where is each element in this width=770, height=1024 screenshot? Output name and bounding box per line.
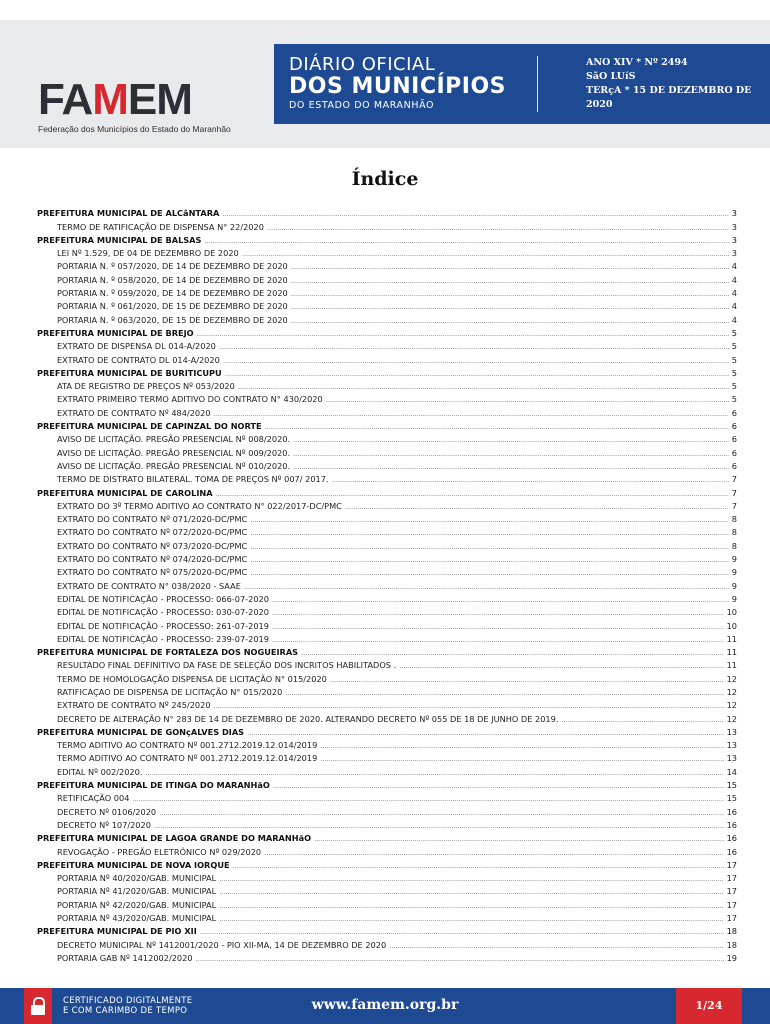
toc-entry[interactable]: [37, 883, 737, 896]
toc-page-number: 19: [726, 952, 737, 963]
dot-leader: [250, 541, 729, 551]
toc-page-number: 18: [726, 939, 737, 950]
dot-leader: [389, 940, 723, 950]
toc-page-number: 12: [726, 673, 737, 684]
toc-page-number: 18: [726, 926, 737, 937]
dot-leader: [225, 368, 729, 378]
dot-leader: [242, 248, 729, 258]
toc-section[interactable]: [37, 418, 737, 431]
toc-page-number: 17: [726, 886, 737, 897]
toc-page-number: 17: [726, 899, 737, 910]
toc-label: PREFEITURA MUNICIPAL DE GONçALVES DIAS: [37, 726, 245, 737]
dot-leader: [219, 341, 729, 351]
page-number: 1/24: [676, 988, 742, 1024]
dot-leader: [272, 607, 724, 617]
toc-page-number: 16: [726, 819, 737, 830]
toc-label: EXTRATO PRIMEIRO TERMO ADITIVO DO CONTRATO N° 430/2020: [57, 394, 323, 405]
dot-leader: [219, 886, 723, 896]
dot-leader: [264, 847, 723, 857]
toc-label: AVISO DE LICITAÇÃO. PREGÃO PRESENCIAL Nº 009/2020.: [57, 447, 291, 458]
toc-entry[interactable]: [37, 604, 737, 617]
toc-label: TERMO DE RATIFICAÇÃO DE DISPENSA N° 22/2020: [57, 221, 264, 232]
issue-date: TERçA * 15 DE DEZEMBRO DE: [586, 85, 752, 96]
toc-page-number: 9: [731, 593, 737, 604]
dot-leader: [214, 408, 729, 418]
toc-entry[interactable]: [37, 910, 737, 923]
dot-leader: [244, 581, 729, 591]
toc-label: DECRETO Nº 107/2020: [57, 819, 151, 830]
toc-page-number: 5: [731, 341, 737, 352]
toc-page-number: 12: [726, 686, 737, 697]
toc-page-number: 3: [731, 248, 737, 259]
toc-entry[interactable]: [37, 817, 737, 830]
dot-leader: [223, 355, 729, 365]
toc-label: DECRETO Nº 0106/2020: [57, 806, 157, 817]
toc-page-number: 16: [726, 833, 737, 844]
toc-page-number: 9: [731, 554, 737, 565]
dot-leader: [197, 328, 729, 338]
diario-banner: [274, 44, 770, 124]
toc-section[interactable]: [37, 644, 737, 657]
toc-label: TERMO DE HOMOLOGAÇÃO DISPENSA DE LICITAÇÃO N° 015/2020: [57, 673, 327, 684]
toc-label: EXTRATO DE CONTRATO DL 014-A/2020: [57, 354, 220, 365]
toc-section[interactable]: [37, 724, 737, 737]
toc-page-number: 5: [731, 394, 737, 405]
toc-page-number: 5: [731, 327, 737, 338]
toc-entry[interactable]: [37, 298, 737, 311]
toc-section[interactable]: [37, 205, 737, 218]
toc-page-number: 16: [726, 846, 737, 857]
toc-entry[interactable]: [37, 950, 737, 963]
toc-entry[interactable]: [37, 551, 737, 564]
dot-leader: [326, 394, 729, 404]
toc-page-number: 13: [726, 753, 737, 764]
toc-label: LEI Nº 1.529, DE 04 DE DEZEMBRO DE 2020: [57, 248, 239, 259]
toc-page-number: 4: [731, 314, 737, 325]
dot-leader: [250, 567, 729, 577]
toc-page-number: 16: [726, 806, 737, 817]
toc-label: PORTARIA N. º 063/2020, DE 15 DE DEZEMBRO DE 2020: [57, 314, 288, 325]
toc-page-number: 6: [731, 447, 737, 458]
toc-page-number: 10: [726, 607, 737, 618]
toc-label: PREFEITURA MUNICIPAL DE NOVA IORQUE: [37, 859, 230, 870]
toc-label: EXTRATO DO CONTRATO Nº 073/2020-DC/PMC: [57, 540, 248, 551]
toc-label: AVISO DE LICITAÇÃO. PREGÃO PRESENCIAL Nº 008/2020.: [57, 434, 291, 445]
toc-page-number: 8: [731, 527, 737, 538]
toc-label: RATIFICAÇAO DE DISPENSA DE LICITAÇÃO N° 015/2020: [57, 686, 283, 697]
toc-label: PREFEITURA MUNICIPAL DE LAGOA GRANDE DO MARANHãO: [37, 833, 312, 844]
toc-page-number: 3: [731, 221, 737, 232]
toc-page-number: 5: [731, 381, 737, 392]
dot-leader: [267, 222, 729, 232]
page-title: Índice: [351, 168, 419, 190]
toc-entry[interactable]: [37, 697, 737, 710]
toc-label: PORTARIA N. º 057/2020, DE 14 DE DEZEMBRO DE 2020: [57, 261, 288, 272]
footer-bar: [0, 988, 770, 1024]
toc-page-number: 3: [731, 208, 737, 219]
toc-label: DECRETO DE ALTERAÇÃO N° 283 DE 14 DE DEZEMBRO DE 2020. ALTERANDO DECRETO Nº 055 DE 18 DE JUNHO DE 2019.: [57, 713, 559, 724]
dot-leader: [219, 873, 723, 883]
dot-leader: [291, 288, 729, 298]
dot-leader: [265, 421, 729, 431]
issue-year: 2020: [586, 99, 613, 110]
toc-entry[interactable]: [37, 936, 737, 949]
toc-entry[interactable]: [37, 564, 737, 577]
toc-page-number: 7: [731, 487, 737, 498]
toc-entry[interactable]: [37, 458, 737, 471]
dot-leader: [320, 740, 723, 750]
toc-label: PORTARIA N. º 061/2020, DE 15 DE DEZEMBRO DE 2020: [57, 301, 288, 312]
toc-entry[interactable]: [37, 684, 737, 697]
toc-label: PREFEITURA MUNICIPAL DE ALCâNTARA: [37, 208, 220, 219]
dot-leader: [238, 381, 729, 391]
toc-page-number: 5: [731, 354, 737, 365]
toc-page-number: 5: [731, 367, 737, 378]
toc-label: EDITAL DE NOTIFICAÇÃO - PROCESSO: 239-07-2019: [57, 633, 269, 644]
dot-leader: [330, 674, 724, 684]
toc-label: EDITAL DE NOTIFICAÇÃO - PROCESSO: 261-07-2019: [57, 620, 269, 631]
dot-leader: [145, 767, 723, 777]
toc-page-number: 4: [731, 274, 737, 285]
toc-page-number: 17: [726, 873, 737, 884]
dot-leader: [159, 807, 723, 817]
toc-label: EXTRATO DE CONTRATO N° 038/2020 - SAAE: [57, 580, 241, 591]
toc-entry[interactable]: [37, 617, 737, 630]
toc-label: DECRETO MUNICIPAL Nº 1412001/2020 - PIO XII-MA, 14 DE DEZEMBRO DE 2020: [57, 939, 387, 950]
toc-page-number: 3: [731, 234, 737, 245]
toc-page-number: 14: [726, 766, 737, 777]
toc-page-number: 6: [731, 460, 737, 471]
toc-label: PORTARIA Nº 42/2020/GAB. MUNICIPAL: [57, 899, 217, 910]
toc-page-number: 17: [726, 859, 737, 870]
toc-entry[interactable]: [37, 245, 737, 258]
dot-leader: [200, 926, 724, 936]
toc-label: PREFEITURA MUNICIPAL DE FORTALEZA DOS NOGUEIRAS: [37, 647, 299, 658]
toc-page-number: 13: [726, 740, 737, 751]
website-link[interactable]: www.famem.org.br: [311, 997, 459, 1013]
dot-leader: [273, 780, 724, 790]
toc-section[interactable]: [37, 777, 737, 790]
dot-leader: [272, 634, 724, 644]
toc-label: PREFEITURA MUNICIPAL DE ITINGA DO MARANHãO: [37, 780, 270, 791]
toc-entry[interactable]: [37, 471, 737, 484]
issue-city: SãO LUíS: [586, 71, 636, 82]
dot-leader: [291, 315, 729, 325]
dot-leader: [293, 448, 729, 458]
dot-leader: [250, 527, 729, 537]
dot-leader: [216, 488, 729, 498]
toc-label: PORTARIA N. º 058/2020, DE 14 DE DEZEMBRO DE 2020: [57, 274, 288, 285]
dot-leader: [204, 235, 728, 245]
toc-page-number: 10: [726, 620, 737, 631]
dot-leader: [219, 913, 723, 923]
toc-entry[interactable]: [37, 444, 737, 457]
toc-page-number: 8: [731, 540, 737, 551]
dot-leader: [250, 514, 729, 524]
toc-entry[interactable]: [37, 670, 737, 683]
toc-page-number: 7: [731, 474, 737, 485]
toc-entry[interactable]: [37, 710, 737, 723]
dot-leader: [345, 501, 729, 511]
toc-label: TERMO DE DISTRATO BILATERAL. TOMA DE PREÇOS Nº 007/ 2017.: [57, 474, 329, 485]
toc-page-number: 15: [726, 780, 737, 791]
toc-page-number: 11: [726, 633, 737, 644]
toc-page-number: 8: [731, 514, 737, 525]
toc-entry[interactable]: [37, 843, 737, 856]
toc-page-number: 6: [731, 407, 737, 418]
toc-entry[interactable]: [37, 271, 737, 284]
dot-leader: [301, 647, 724, 657]
toc-page-number: 11: [726, 660, 737, 671]
toc-entry[interactable]: [37, 577, 737, 590]
toc-page-number: 9: [731, 580, 737, 591]
toc-label: AVISO DE LICITAÇÃO. PREGÃO PRESENCIAL Nº 010/2020.: [57, 460, 291, 471]
toc-entry[interactable]: [37, 790, 737, 803]
toc-label: EXTRATO DO CONTRATO Nº 071/2020-DC/PMC: [57, 514, 248, 525]
toc-label: TERMO ADITIVO AO CONTRATO Nº 001.2712.2019.12.014/2019: [57, 740, 318, 751]
toc-page-number: 13: [726, 726, 737, 737]
toc-entry[interactable]: [37, 285, 737, 298]
dot-leader: [219, 900, 723, 910]
toc-entry[interactable]: [37, 896, 737, 909]
toc-page-number: 7: [731, 500, 737, 511]
toc-label: PREFEITURA MUNICIPAL DE PIO XII: [37, 926, 197, 937]
toc-label: EXTRATO DO 3º TERMO ADITIVO AO CONTRATO N° 022/2017-DC/PMC: [57, 500, 342, 511]
toc-entry[interactable]: [37, 657, 737, 670]
toc-label: EDITAL DE NOTIFICAÇÃO - PROCESSO: 030-07-2020: [57, 607, 269, 618]
logo-subtitle: Federação dos Municípios do Estado do Maranhão: [38, 124, 231, 134]
dot-leader: [214, 700, 724, 710]
toc-entry[interactable]: [37, 218, 737, 231]
toc-entry[interactable]: [37, 763, 737, 776]
toc-label: EXTRATO DE CONTRATO Nº 245/2020: [57, 700, 211, 711]
dot-leader: [293, 434, 729, 444]
toc-entry[interactable]: [37, 258, 737, 271]
toc-section[interactable]: [37, 232, 737, 245]
toc-label: EDITAL DE NOTIFICAÇÃO - PROCESSO: 066-07-2020: [57, 593, 269, 604]
toc-label: EXTRATO DO CONTRATO Nº 075/2020-DC/PMC: [57, 567, 248, 578]
toc-page-number: 11: [726, 647, 737, 658]
toc-label: PORTARIA Nº 41/2020/GAB. MUNICIPAL: [57, 886, 217, 897]
toc-entry[interactable]: [37, 511, 737, 524]
toc-label: RETIFICAÇÃO 004: [57, 793, 130, 804]
dot-leader: [154, 820, 724, 830]
toc-label: PREFEITURA MUNICIPAL DE CAPINZAL DO NORTE: [37, 421, 262, 432]
dot-leader: [222, 208, 728, 218]
toc-entry[interactable]: [37, 737, 737, 750]
toc-page-number: 4: [731, 301, 737, 312]
logo-word: FAMEM: [38, 75, 192, 124]
famem-logo: [38, 75, 248, 138]
dot-leader: [272, 594, 729, 604]
toc-label: PORTARIA N. º 059/2020, DE 14 DE DEZEMBRO DE 2020: [57, 288, 288, 299]
toc-label: REVOGAÇÃO - PREGÃO ELETRÔNICO Nº 029/2020: [57, 846, 262, 857]
banner-line-2: DOS MUNICÍPIOS: [289, 74, 507, 99]
dot-leader: [233, 860, 724, 870]
toc-label: RESULTADO FINAL DEFINITIVO DA FASE DE SELEÇÃO DOS INCRITOS HABILITADOS .: [57, 660, 397, 671]
issue-meta: [586, 56, 751, 112]
toc-page-number: 4: [731, 261, 737, 272]
toc-label: EXTRATO DO CONTRATO Nº 072/2020-DC/PMC: [57, 527, 248, 538]
toc-label: ATA DE REGISTRO DE PREÇOS Nº 053/2020: [57, 381, 235, 392]
toc-page-number: 4: [731, 288, 737, 299]
toc-entry[interactable]: [37, 591, 737, 604]
dot-leader: [196, 953, 724, 963]
toc-label: PREFEITURA MUNICIPAL DE CAROLINA: [37, 487, 213, 498]
toc-page-number: 17: [726, 913, 737, 924]
toc-section[interactable]: [37, 830, 737, 843]
toc-label: EXTRATO DE CONTRATO Nº 484/2020: [57, 407, 211, 418]
dot-leader: [272, 621, 724, 631]
dot-leader: [332, 474, 729, 484]
toc-entry[interactable]: [37, 378, 737, 391]
toc-entry[interactable]: [37, 404, 737, 417]
toc-entry[interactable]: [37, 524, 737, 537]
toc-section[interactable]: [37, 857, 737, 870]
toc-page-number: 12: [726, 713, 737, 724]
toc-entry[interactable]: [37, 631, 737, 644]
dot-leader: [250, 554, 729, 564]
toc-entry[interactable]: [37, 351, 737, 364]
toc-label: PORTARIA GAB Nº 1412002/2020: [57, 952, 193, 963]
toc-label: PORTARIA Nº 40/2020/GAB. MUNICIPAL: [57, 873, 217, 884]
toc-label: PREFEITURA MUNICIPAL DE BURITICUPU: [37, 367, 222, 378]
toc-section[interactable]: [37, 923, 737, 936]
toc-page-number: 9: [731, 567, 737, 578]
toc-entry[interactable]: [37, 311, 737, 324]
toc-entry[interactable]: [37, 391, 737, 404]
toc-page-number: 6: [731, 421, 737, 432]
dot-leader: [291, 275, 729, 285]
toc-label: EXTRATO DE DISPENSA DL 014-A/2020: [57, 341, 216, 352]
toc-label: PREFEITURA MUNICIPAL DE BREJO: [37, 327, 194, 338]
dot-leader: [561, 714, 723, 724]
toc-page-number: 15: [726, 793, 737, 804]
cert-line-2: E COM CARIMBO DE TEMPO: [63, 1006, 188, 1016]
dot-leader: [314, 833, 724, 843]
dot-leader: [293, 461, 729, 471]
toc-label: PORTARIA Nº 43/2020/GAB. MUNICIPAL: [57, 913, 217, 924]
dot-leader: [291, 261, 729, 271]
table-of-contents: [37, 205, 737, 963]
toc-section[interactable]: [37, 325, 737, 338]
toc-page-number: 12: [726, 700, 737, 711]
toc-page-number: 6: [731, 434, 737, 445]
toc-label: EXTRATO DO CONTRATO Nº 074/2020-DC/PMC: [57, 554, 248, 565]
toc-entry[interactable]: [37, 338, 737, 351]
issue-number: ANO XIV * Nº 2494: [586, 57, 688, 68]
toc-entry[interactable]: [37, 537, 737, 550]
banner-divider: [537, 56, 538, 112]
banner-line-3: DO ESTADO DO MARANHÃO: [289, 100, 435, 111]
toc-section[interactable]: [37, 365, 737, 378]
dot-leader: [132, 793, 723, 803]
toc-entry[interactable]: [37, 498, 737, 511]
toc-label: EDITAL Nº 002/2020.: [57, 766, 143, 777]
toc-entry[interactable]: [37, 870, 737, 883]
toc-entry[interactable]: [37, 750, 737, 763]
toc-entry[interactable]: [37, 803, 737, 816]
toc-label: TERMO ADITIVO AO CONTRATO Nº 001.2712.2019.12.014/2019: [57, 753, 318, 764]
dot-leader: [247, 727, 724, 737]
toc-label: PREFEITURA MUNICIPAL DE BALSAS: [37, 234, 202, 245]
dot-leader: [399, 660, 723, 670]
dot-leader: [291, 301, 729, 311]
dot-leader: [320, 753, 723, 763]
toc-section[interactable]: [37, 484, 737, 497]
dot-leader: [285, 687, 723, 697]
banner-line-1: DIÁRIO OFICIAL: [289, 54, 436, 75]
toc-entry[interactable]: [37, 431, 737, 444]
cert-line-1: CERTIFICADO DIGITALMENTE: [63, 996, 193, 1006]
